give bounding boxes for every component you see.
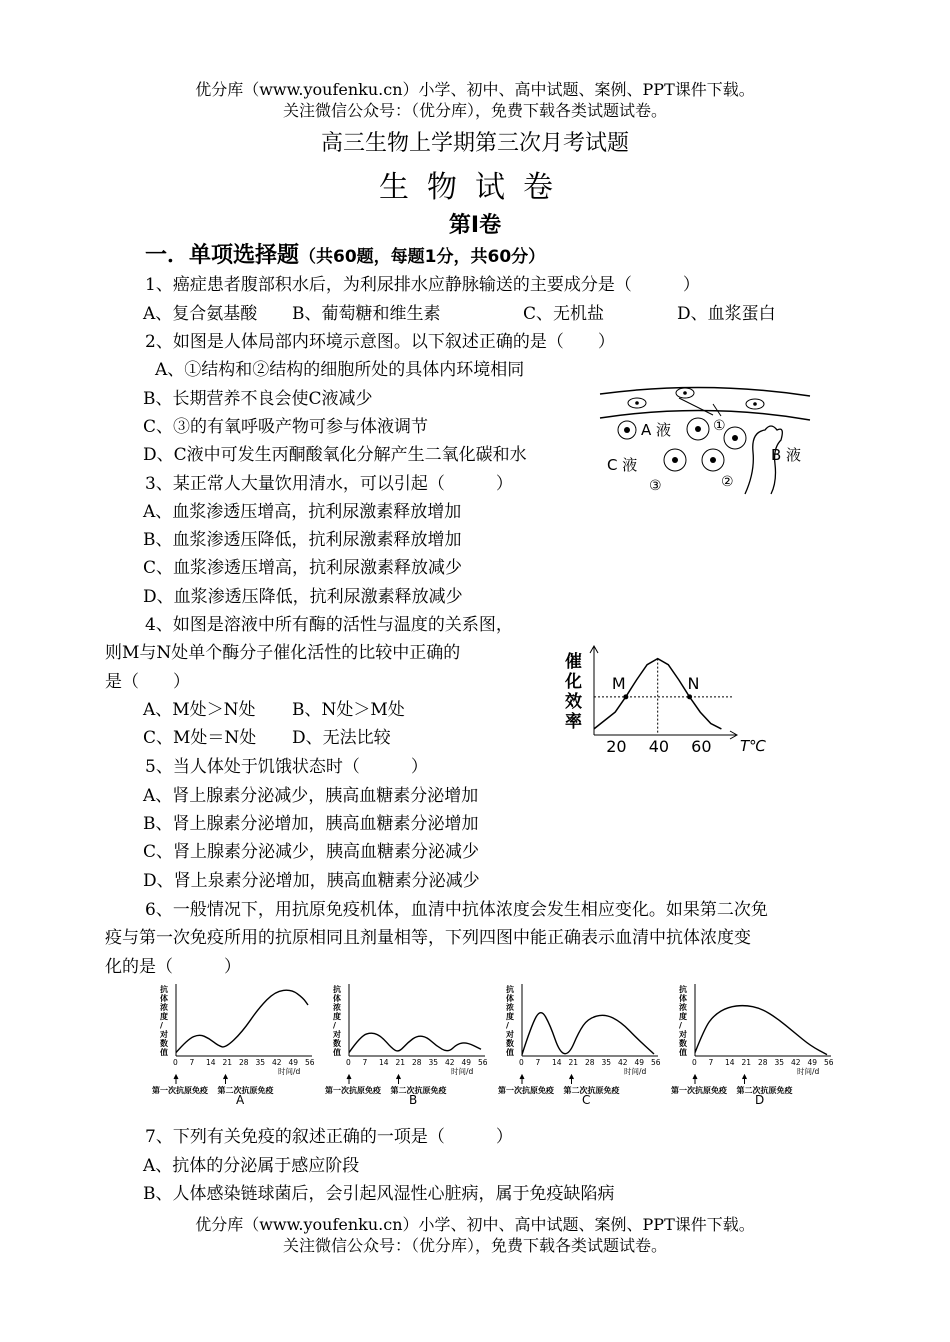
- ylabel-char: /: [506, 1021, 509, 1030]
- ylabel-char: 数: [160, 1039, 168, 1048]
- q4-plot-area: [594, 659, 732, 756]
- ylabel-char: 浓: [506, 1003, 514, 1012]
- x-tick-label: 0: [346, 1058, 351, 1067]
- x-tick-label: 42: [272, 1058, 282, 1067]
- ylabel-char: 度: [160, 1012, 168, 1021]
- q6-stem-1: 6、一般情况下，用抗原免疫机体，血清中抗体浓度会发生相应变化。如果第二次免: [145, 900, 768, 920]
- ylabel-char: 值: [506, 1048, 514, 1057]
- ylabel-char: 体: [506, 994, 514, 1003]
- first-immunization-label: 第一次抗原免疫: [671, 1086, 727, 1095]
- x-tick-label: 42: [618, 1058, 628, 1067]
- ylabel-char: 抗: [333, 985, 341, 994]
- q3-option-d: D、血浆渗透压降低，抗利尿激素释放减少: [143, 587, 463, 607]
- x-unit-label: 时间/d: [797, 1067, 820, 1076]
- exam-title: 高三生物上学期第三次月考试题: [320, 131, 629, 156]
- antibody-chart-d: [669, 980, 839, 1105]
- ylabel-char: 体: [333, 994, 341, 1003]
- xlabel: T℃: [740, 737, 767, 755]
- ylabel-char: 度: [333, 1012, 341, 1021]
- ylabel-char: 体: [679, 994, 687, 1003]
- ylabel-char: 体: [160, 994, 168, 1003]
- x-tick-label: 20: [606, 737, 627, 756]
- q4-option-d: D、无法比较: [292, 728, 391, 748]
- q3-option-c: C、血浆渗透压增高，抗利尿激素释放减少: [143, 558, 463, 578]
- x-unit-label: 时间/d: [624, 1067, 647, 1076]
- first-immunization-label: 第一次抗原免疫: [152, 1086, 208, 1095]
- q2-option-a: A、①结构和②结构的细胞所处的具体内环境相同: [155, 360, 525, 380]
- ylabel-char: 对: [679, 1030, 687, 1039]
- x-tick-label: 21: [741, 1058, 752, 1067]
- x-tick-label: 28: [239, 1058, 249, 1067]
- ylabel-char: 度: [679, 1012, 687, 1021]
- q1-option-c: C、无机盐: [523, 304, 605, 324]
- q4-stem-3: 是（ ）: [105, 672, 190, 692]
- ylabel-char: 数: [506, 1039, 514, 1048]
- header-line-2: 关注微信公众号：（优分库），免费下载各类试题试卷。: [282, 101, 667, 120]
- chart-label: B: [409, 1093, 418, 1105]
- q5-option-d: D、肾上泉素分泌增加，胰高血糖素分泌减少: [143, 871, 480, 891]
- ylabel-char: 值: [333, 1048, 341, 1057]
- x-tick-label: 40: [648, 737, 670, 756]
- q5-option-b: B、肾上腺素分泌增加，胰高血糖素分泌增加: [143, 814, 479, 834]
- immunization-arrow-head: [693, 1075, 697, 1079]
- x-tick-label: 56: [824, 1058, 834, 1067]
- ylabel-char: 值: [679, 1048, 687, 1057]
- x-tick-label: 56: [478, 1058, 488, 1067]
- label-b-fluid: B 液: [771, 446, 802, 464]
- immunization-arrow-head: [520, 1075, 524, 1079]
- ylabel-char: 度: [506, 1012, 514, 1021]
- ylabel-char: /: [679, 1021, 682, 1030]
- q1-option-a: A、复合氨基酸: [143, 304, 258, 324]
- ylabel-char: 浓: [333, 1003, 341, 1012]
- q6-stem-2: 疫与第一次免疫所用的抗原相同且剂量相等，下列四图中能正确表示血清中抗体浓度变: [105, 928, 751, 948]
- first-immunization-label: 第一次抗原免疫: [498, 1086, 554, 1095]
- label-c-fluid: C 液: [607, 456, 638, 474]
- section-heading: [145, 238, 545, 269]
- ylabel-char: 催: [565, 652, 582, 672]
- second-immunization-label: 第二次抗原免疫: [217, 1086, 274, 1095]
- exam-subtitle: 生物试卷: [379, 170, 571, 205]
- q4-stem-2: 则M与N处单个酶分子催化活性的比较中正确的: [105, 643, 461, 663]
- section-note: （共60题，每题1分，共60分）: [299, 247, 546, 267]
- antibody-chart-a: [150, 980, 320, 1105]
- q4-enzyme-chart: [562, 643, 777, 758]
- q7-option-a: A、抗体的分泌属于感应阶段: [143, 1156, 360, 1176]
- q2-option-c: C、③的有氧呼吸产物可参与体液调节: [143, 417, 429, 437]
- antibody-curve: [522, 1013, 654, 1055]
- x-tick-label: 0: [519, 1058, 524, 1067]
- enzyme-curve: [594, 659, 721, 729]
- ylabel-char: 数: [679, 1039, 687, 1048]
- x-tick-label: 0: [173, 1058, 178, 1067]
- x-tick-label: 21: [395, 1058, 406, 1067]
- point-n-label: N: [687, 673, 700, 693]
- ylabel-char: 数: [333, 1039, 341, 1048]
- volume-label: 第Ⅰ卷: [448, 213, 502, 238]
- x-tick-label: 35: [601, 1058, 612, 1067]
- leader-line-1: [679, 398, 713, 415]
- x-tick-label: 7: [535, 1058, 541, 1067]
- x-tick-label: 28: [412, 1058, 422, 1067]
- q6-antibody-charts: [150, 980, 850, 1105]
- x-tick-label: 42: [791, 1058, 801, 1067]
- footer-line-2: 关注微信公众号：（优分库），免费下载各类试题试卷。: [282, 1236, 667, 1255]
- immunization-arrow-head: [743, 1075, 747, 1079]
- q3-option-b: B、血浆渗透压降低，抗利尿激素释放增加: [143, 530, 462, 550]
- q4-stem-1: 4、如图是溶液中所有酶的活性与温度的关系图，: [145, 615, 513, 635]
- x-tick-label: 21: [568, 1058, 579, 1067]
- second-immunization-label: 第二次抗原免疫: [390, 1086, 447, 1095]
- antibody-curve: [695, 1006, 827, 1055]
- antibody-chart-c: [496, 980, 666, 1105]
- antibody-curve: [349, 1033, 481, 1052]
- x-tick-label: 21: [222, 1058, 233, 1067]
- q2-option-d: D、C液中可发生丙酮酸氧化分解产生二氧化碳和水: [143, 445, 527, 465]
- ylabel-char: 效: [565, 692, 582, 712]
- x-tick-label: 56: [651, 1058, 661, 1067]
- x-tick-label: 7: [708, 1058, 714, 1067]
- immunization-arrow-head: [224, 1075, 228, 1079]
- ylabel-char: /: [333, 1021, 336, 1030]
- chart-label: A: [236, 1093, 245, 1105]
- ylabel-char: 对: [333, 1030, 341, 1039]
- x-tick-label: 35: [774, 1058, 785, 1067]
- x-tick-label: 49: [288, 1058, 299, 1067]
- point-m-label: M: [611, 673, 626, 693]
- q3-stem: 3、某正常人大量饮用清水，可以引起（ ）: [145, 474, 513, 494]
- antibody-chart-b: [323, 980, 493, 1105]
- x-tick-label: 14: [206, 1058, 216, 1067]
- immunization-arrow-head: [397, 1075, 401, 1079]
- q5-option-c: C、肾上腺素分泌减少，胰高血糖素分泌减少: [143, 842, 480, 862]
- q7-stem: 7、下列有关免疫的叙述正确的一项是（ ）: [145, 1127, 513, 1147]
- q7-option-b: B、人体感染链球菌后，会引起风湿性心脏病，属于免疫缺陷病: [143, 1184, 615, 1204]
- ylabel-char: 值: [160, 1048, 168, 1057]
- x-tick-label: 14: [379, 1058, 389, 1067]
- immunization-arrow-head: [347, 1075, 351, 1079]
- x-tick-label: 49: [807, 1058, 818, 1067]
- ylabel-char: 抗: [506, 985, 514, 994]
- x-tick-label: 14: [725, 1058, 735, 1067]
- second-immunization-label: 第二次抗原免疫: [736, 1086, 793, 1095]
- x-tick-label: 7: [362, 1058, 368, 1067]
- label-a-fluid: A 液: [641, 421, 672, 439]
- q4-option-b: B、N处＞M处: [292, 700, 405, 720]
- antibody-curve: [176, 990, 308, 1052]
- x-tick-label: 56: [305, 1058, 315, 1067]
- ylabel-char: /: [160, 1021, 163, 1030]
- x-tick-label: 42: [445, 1058, 455, 1067]
- q1-option-b: B、葡萄糖和维生素: [292, 304, 441, 324]
- mark-3: ③: [649, 478, 662, 494]
- q5-stem: 5、当人体处于饥饿状态时（ ）: [145, 757, 428, 777]
- mark-1: ①: [713, 418, 726, 434]
- x-tick-label: 28: [585, 1058, 595, 1067]
- x-unit-label: 时间/d: [278, 1067, 301, 1076]
- section-title: 一．单项选择题: [145, 243, 300, 268]
- mark-2: ②: [721, 474, 734, 490]
- x-tick-label: 49: [634, 1058, 645, 1067]
- header-line-1: 优分库（www.youfenku.cn）小学、初中、高中试题、案例、PPT课件下载。: [195, 80, 755, 99]
- first-immunization-label: 第一次抗原免疫: [325, 1086, 381, 1095]
- q6-stem-3: 化的是（ ）: [105, 957, 241, 977]
- x-tick-label: 0: [692, 1058, 697, 1067]
- x-tick-label: 60: [691, 737, 712, 756]
- x-tick-label: 35: [255, 1058, 266, 1067]
- ylabel-char: 率: [565, 712, 582, 732]
- point-n: [687, 694, 692, 699]
- q4-option-c: C、M处＝N处: [143, 728, 257, 748]
- ylabel-char: 浓: [679, 1003, 687, 1012]
- q4-option-a: A、M处＞N处: [143, 700, 256, 720]
- ylabel-char: 化: [565, 672, 582, 692]
- ylabel-char: 抗: [679, 985, 687, 994]
- q1-stem: 1、癌症患者腹部积水后，为利尿排水应静脉输送的主要成分是（ ）: [145, 275, 700, 295]
- q2-tissue-diagram: [595, 382, 825, 497]
- q3-option-a: A、血浆渗透压增高，抗利尿激素释放增加: [143, 502, 462, 522]
- x-tick-label: 28: [758, 1058, 768, 1067]
- capillary-wall-top: [600, 387, 810, 396]
- x-tick-label: 35: [428, 1058, 439, 1067]
- q5-option-a: A、肾上腺素分泌减少，胰高血糖素分泌增加: [143, 786, 479, 806]
- ylabel-char: 抗: [160, 985, 168, 994]
- footer-line-1: 优分库（www.youfenku.cn）小学、初中、高中试题、案例、PPT课件下载。: [195, 1215, 755, 1234]
- ylabel-char: 对: [506, 1030, 514, 1039]
- x-tick-label: 7: [189, 1058, 195, 1067]
- immunization-arrow-head: [174, 1075, 178, 1079]
- ylabel-char: 浓: [160, 1003, 168, 1012]
- chart-label: C: [582, 1093, 591, 1105]
- x-tick-label: 14: [552, 1058, 562, 1067]
- q1-option-d: D、血浆蛋白: [677, 304, 776, 324]
- x-unit-label: 时间/d: [451, 1067, 474, 1076]
- capillary-wall-bottom: [600, 410, 810, 420]
- chart-label: D: [755, 1093, 765, 1105]
- point-m: [623, 694, 628, 699]
- x-tick-label: 49: [461, 1058, 472, 1067]
- q2-stem: 2、如图是人体局部内环境示意图。以下叙述正确的是（ ）: [145, 332, 615, 352]
- immunization-arrow-head: [570, 1075, 574, 1079]
- ylabel-char: 对: [160, 1030, 168, 1039]
- second-immunization-label: 第二次抗原免疫: [563, 1086, 620, 1095]
- q2-option-b: B、长期营养不良会使C液减少: [143, 389, 373, 409]
